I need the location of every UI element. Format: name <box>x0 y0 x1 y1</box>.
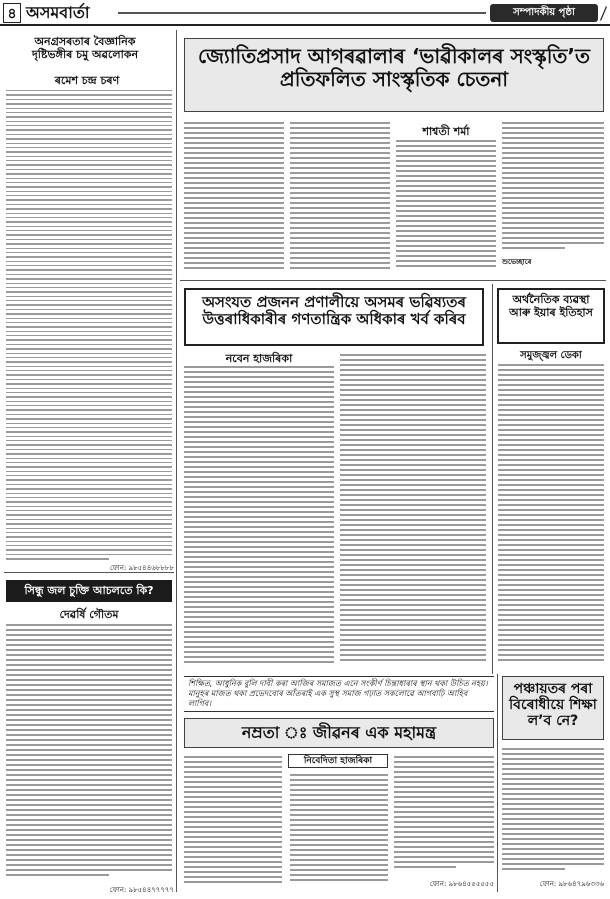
lead-body-col1 <box>184 122 284 272</box>
center-bottom-author <box>288 754 388 768</box>
center-bottom-title: নম্ৰতা ঃ জীৱনৰ এক মহামন্ত্ৰ <box>184 718 494 748</box>
column-rule-2 <box>492 284 493 674</box>
column-rule-3 <box>497 674 498 892</box>
lead-bottom-rule <box>180 280 606 281</box>
center-bottom-sign: ফোন: ৯৮৬৪৫৫৫৫৫৫ <box>429 880 494 888</box>
left-bottom-author: দেৱৰ্ষি গৌতম <box>59 608 119 621</box>
masthead-logo: অসমবাৰ্তা <box>26 3 90 22</box>
letter-sign: শুভেচ্ছাৰে <box>502 258 532 266</box>
left-bottom-rule <box>4 572 174 573</box>
left-bottom-body <box>6 624 172 882</box>
right-mid-title: অৰ্থনৈতিক ব্যৱস্থা আৰু ইয়াৰ ইতিহাস <box>497 288 605 344</box>
header-rule <box>118 12 486 14</box>
left-top-body <box>6 90 172 560</box>
center-bottom-author-label: নিবেদিতা হাজৰিকা <box>303 756 373 766</box>
center-mid-body-b <box>340 354 486 666</box>
pull-quote: শিক্ষিত, আধুনিক বুলি দাবী কৰা আজিৰ সমাজত এনে সংকীৰ্ণ চিন্তাধাৰাৰ স্থান থকা উচিত নহয়। মানুহৰ মাজত থকা প্ৰভেদবোৰ আঁতৰাই এক সুস্থ সমাজ গঢ়াত সকলোৱে আগবাঢ়ি আহিব লাগিব। <box>184 676 494 712</box>
left-bottom-title: সিন্ধু জল চুক্তি আচলতে কি? <box>6 580 172 602</box>
left-top-sign: ফোন: ৯৮৫৪৪৬৮৮৮৮ <box>109 564 174 572</box>
left-bottom-sign: ফোন: ৯৮৫৪৪৭৭৭৭৭ <box>109 886 174 894</box>
right-bottom-sign: ফোন: ৯৮৬৪৭৯৬৩৩৬ <box>539 880 604 888</box>
lead-body-col2 <box>290 122 390 272</box>
right-mid-body <box>498 364 604 666</box>
right-mid-author: সমুজ্জ্বল ডেকা <box>520 350 582 361</box>
page-header <box>0 0 610 26</box>
center-bottom-body-b <box>290 774 388 886</box>
center-mid-body-a <box>184 366 334 666</box>
lead-body-col4 <box>502 122 604 252</box>
right-bottom-title: পঞ্চায়তৰ পৰা বিৰোধীয়ে শিক্ষা ল’ব নে? <box>502 676 604 740</box>
page-number-box <box>3 3 21 23</box>
left-top-title: অনগ্ৰসৰতাৰ বৈজ্ঞানিক দৃষ্টিভঙ্গীৰ চমু অৱলোকন <box>31 35 139 61</box>
pen-icon <box>598 4 608 22</box>
section-tag <box>490 4 598 22</box>
center-bottom-body-a <box>184 756 282 886</box>
section-tag-label: সম্পাদকীয় পৃষ্ঠা <box>513 7 575 18</box>
left-top-author: ৰমেশ চন্দ্ৰ চৰণ <box>54 74 120 87</box>
lead-author: শাশ্বতী শৰ্মা <box>422 125 470 138</box>
lead-body-col3 <box>396 140 496 272</box>
column-rule-1 <box>176 30 177 892</box>
center-mid-title: অসংযত প্ৰজনন প্ৰণালীয়ে অসমৰ ভৱিষ্যতৰ উত্তৰাধিকাৰীৰ গণতান্ত্ৰিক অধিকাৰ খৰ্ব কৰিব <box>184 288 484 346</box>
page-number: ৪ <box>7 6 17 22</box>
lead-title: জ্যোতিপ্ৰসাদ আগৰৱালাৰ ‘ভাৱীকালৰ সংস্কৃতি’ত প্ৰতিফলিত সাংস্কৃতিক চেতনা <box>184 38 604 112</box>
right-bottom-body <box>502 748 604 874</box>
center-mid-author: নবেন হাজৰিকা <box>225 352 293 365</box>
center-bottom-body-c <box>394 756 494 874</box>
